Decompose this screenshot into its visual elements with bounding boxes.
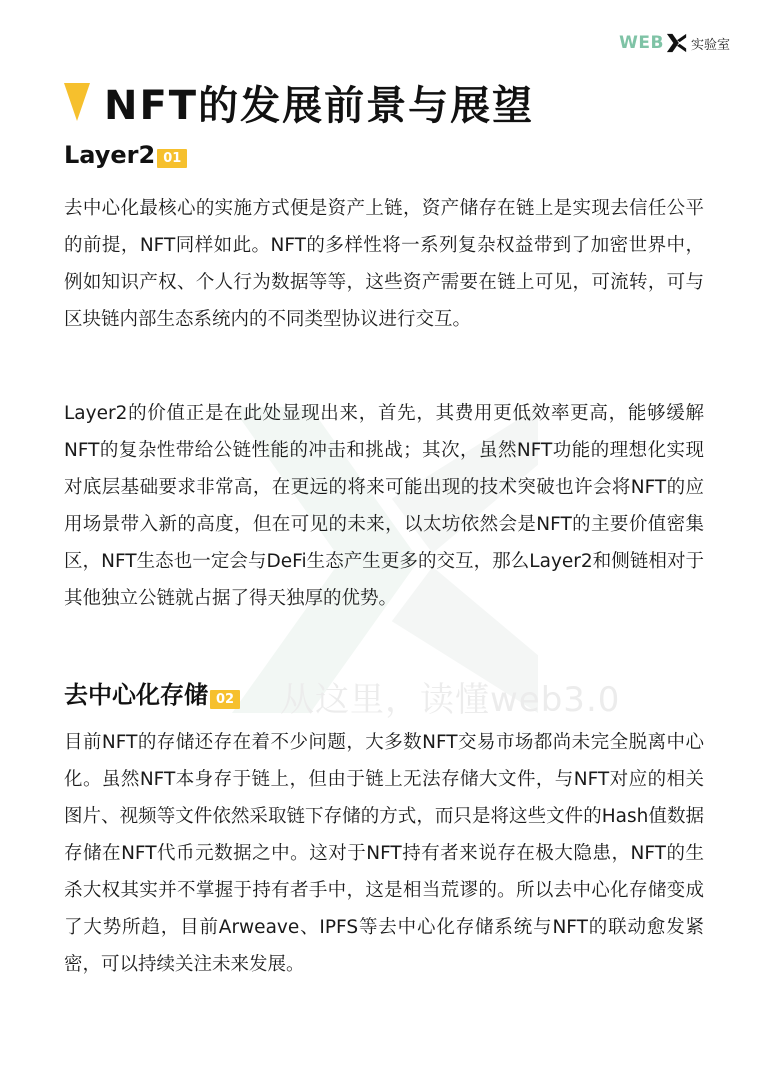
brand-logo (619, 30, 730, 56)
section-heading-decentralized-storage (64, 675, 240, 710)
paragraph: Layer2的价值正是在此处显现出来，首先，其费用更低效率更高，能够缓解NFT的复杂性带给公链性能的冲击和挑战；其次，虽然NFT功能的理想化实现对底层基础要求非常高，在更远的将来可能出现的技术突破也许会将NFT的应用场景带入新的高度，但在可见的未来，以太坊依然会是NFT的主要价值密集区，NFT生态也一定会与DeFi生态产生更多的交互，那么Layer2和侧链相对于其他独立公链就占据了得天独厚的优势。 (64, 403, 704, 609)
section-heading-text: 去中心化存储 (64, 681, 208, 709)
watermark-text: 从这里，读懂web3.0 (280, 680, 621, 720)
triangle-down-icon (64, 83, 90, 121)
section-heading-text: Layer2 (64, 141, 156, 169)
paragraph: 目前NFT的存储还存在着不少问题，大多数NFT交易市场都尚未完全脱离中心化。虽然NFT本身存于链上，但由于链上无法存储大文件，与NFT对应的相关图片、视频等文件依然采取链下存储的方式，而只是将这些文件的Hash值数据存储在NFT代币元数据之中。这对于NFT持有者来说存在极大隐患，NFT的生杀大权其实并不掌握于持有者手中，这是相当荒谬的。所以去中心化存储变成了大势所趋，目前Arweave、IPFS等去中心化存储系统与NFT的联动愈发紧密，可以持续关注未来发展。 (64, 732, 704, 975)
paragraph: 去中心化最核心的实施方式便是资产上链，资产储存在链上是实现去信任公平的前提，NFT同样如此。NFT的多样性将一系列复杂权益带到了加密世界中，例如知识产权、个人行为数据等等，这些资产需要在链上可见，可流转，可与区块链内部生态系统内的不同类型协议进行交互。 (64, 198, 704, 330)
x-arrow-icon (666, 32, 688, 54)
section-heading-layer2 (64, 141, 187, 169)
page-title-text: NFT的发展前景与展望 (104, 82, 535, 129)
logo-label: 实验室 (690, 37, 730, 53)
section-number-badge: 01 (157, 149, 187, 168)
section-number-badge: 02 (210, 690, 240, 709)
logo-brand: WEB (619, 33, 664, 53)
page-title (64, 72, 534, 132)
